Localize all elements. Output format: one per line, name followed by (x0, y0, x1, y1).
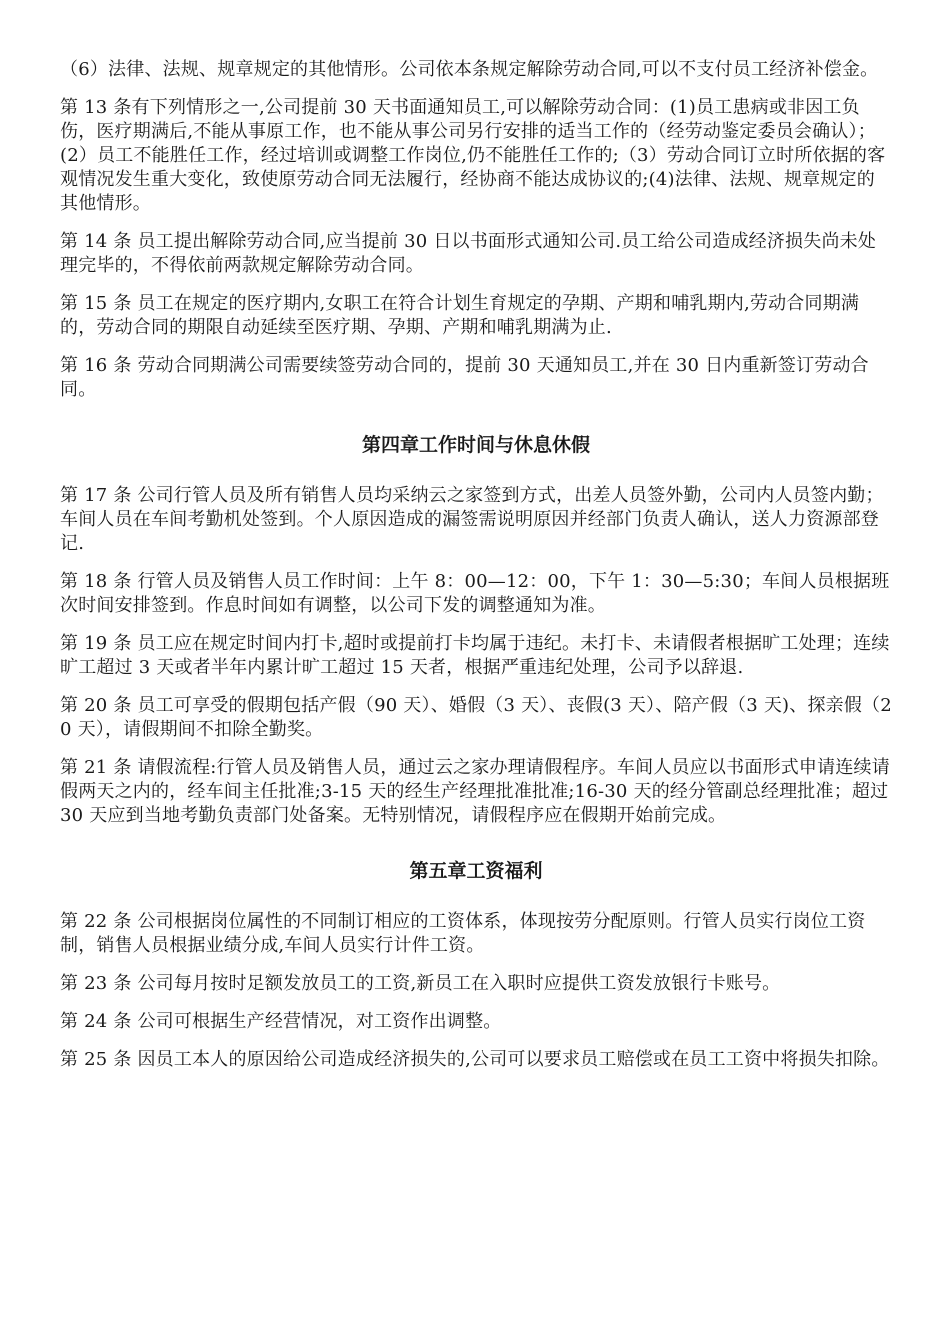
clause-13: 第 13 条有下列情形之一,公司提前 30 天书面通知员工,可以解除劳动合同：(1)员工患病或非因工负伤，医疗期满后,不能从事原工作，也不能从事公司另行安排的适当工作的（经劳动鉴定委员会确认）；(2）员工不能胜任工作，经过培训或调整工作岗位,仍不能胜任工作的;（3）劳动合同订立时所依据的客观情况发生重大变化，致使原劳动合同无法履行，经协商不能达成协议的;(4)法律、法规、规章规定的其他情形。 (60, 97, 886, 214)
clause-20: 第 20 条 员工可享受的假期包括产假（90 天）、婚假（3 天）、丧假(3 天）、陪产假（3 天)、探亲假（20 天），请假期间不扣除全勤奖。 (60, 695, 892, 740)
clause-22: 第 22 条 公司根据岗位属性的不同制订相应的工资体系，体现按劳分配原则。行管人员实行岗位工资制，销售人员根据业绩分成,车间人员实行计件工资。 (60, 911, 866, 956)
clause-paragraph: （6）法律、法规、规章规定的其他情形。公司依本条规定解除劳动合同,可以不支付员工经济补偿金。 (60, 59, 879, 80)
chapter-5-heading: 第五章工资福利 (409, 860, 543, 882)
clause-15: 第 15 条 员工在规定的医疗期内,女职工在符合计划生育规定的孕期、产期和哺乳期内,劳动合同期满的，劳动合同的期限自动延续至医疗期、孕期、产期和哺乳期满为止. (60, 293, 860, 338)
clause-18: 第 18 条 行管人员及销售人员工作时间：上午 8：00—12：00，下午 1：30—5:30；车间人员根据班次时间安排签到。作息时间如有调整，以公司下发的调整通知为准。 (60, 571, 890, 616)
clause-23: 第 23 条 公司每月按时足额发放员工的工资,新员工在入职时应提供工资发放银行卡账号。 (60, 973, 781, 994)
clause-14: 第 14 条 员工提出解除劳动合同,应当提前 30 日以书面形式通知公司.员工给公司造成经济损失尚未处理完毕的，不得依前两款规定解除劳动合同。 (60, 231, 877, 276)
clause-25: 第 25 条 因员工本人的原因给公司造成经济损失的,公司可以要求员工赔偿或在员工工资中将损失扣除。 (60, 1049, 890, 1070)
clause-24: 第 24 条 公司可根据生产经营情况，对工资作出调整。 (60, 1011, 502, 1032)
chapter-4-heading: 第四章工作时间与休息休假 (361, 434, 590, 456)
clause-16: 第 16 条 劳动合同期满公司需要续签劳动合同的，提前 30 天通知员工,并在 30 日内重新签订劳动合同。 (60, 355, 869, 400)
clause-19: 第 19 条 员工应在规定时间内打卡,超时或提前打卡均属于违纪。未打卡、未请假者根据旷工处理；连续旷工超过 3 天或者半年内累计旷工超过 15 天者，根据严重违纪处理，公司予以辞退. (60, 633, 890, 678)
clause-21: 第 21 条 请假流程:行管人员及销售人员，通过云之家办理请假程序。车间人员应以书面形式申请连续请假两天之内的，经车间主任批准;3-15 天的经生产经理批准批准;16-30 天的经分管副总经理批准；超过 30 天应到当地考勤负责部门处备案。无特别情况，请假程序应在假期开始前完成。 (60, 757, 890, 826)
clause-17: 第 17 条 公司行管人员及所有销售人员均采纳云之家签到方式，出差人员签外勤，公司内人员签内勤；车间人员在车间考勤机处签到。个人原因造成的漏签需说明原因并经部门负责人确认，送人力资源部登记. (60, 485, 884, 554)
